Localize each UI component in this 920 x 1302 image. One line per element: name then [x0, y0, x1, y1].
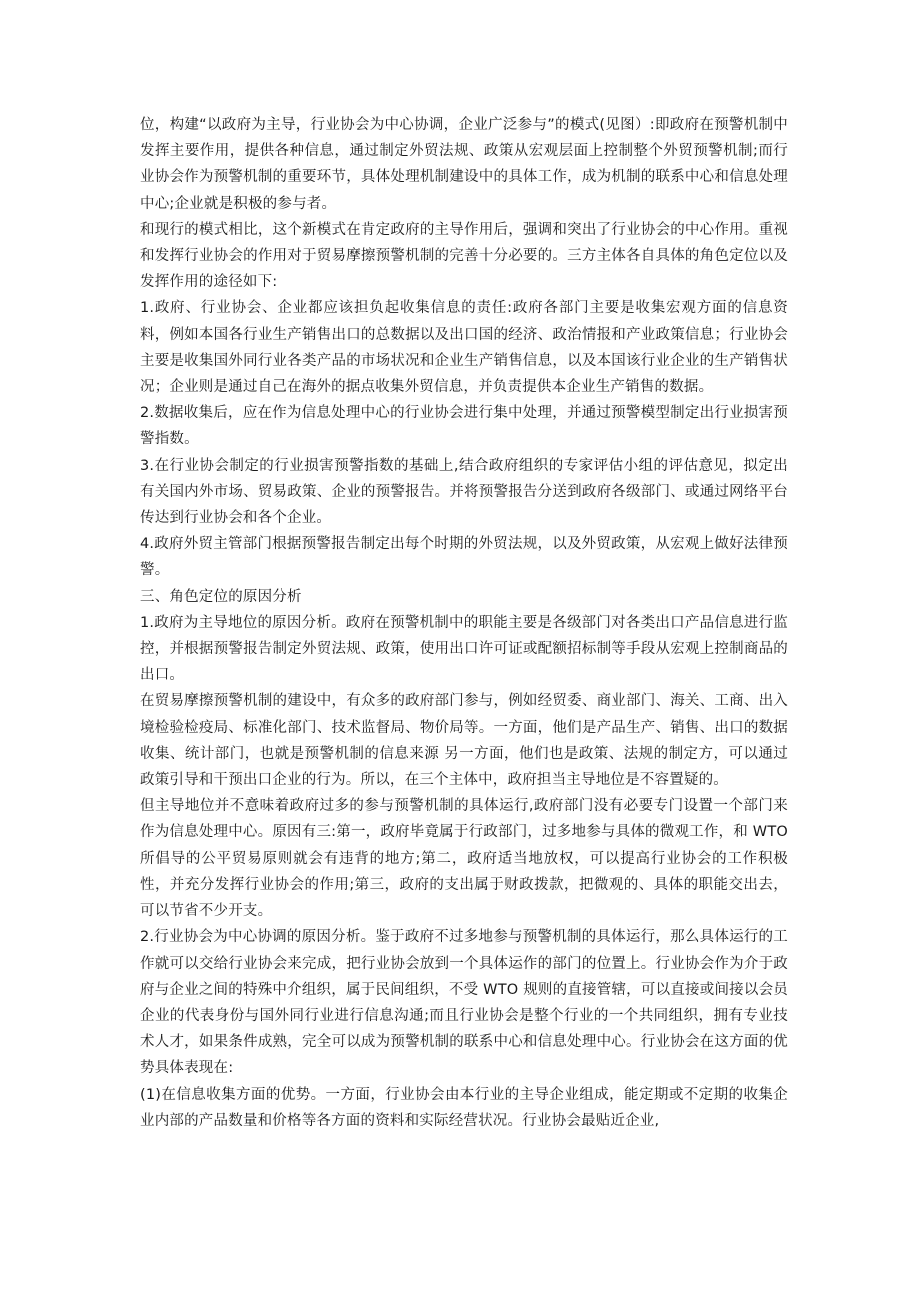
paragraph-government-departments: 在贸易摩擦预警机制的建设中，有众多的政府部门参与，例如经贸委、商业部门、海关、工商、出入境检验检疫局、标准化部门、技术监督局、物价局等。一方面，他们是产品生产、销售、出口的数据收集、统计部门，也就是预警机制的信息来源 另一方面，他们也是政策、法规的制定方，可以通过政策引导和干预出口企业的行为。所以，在三个主体中，政府担当主导地位是不容置疑的。: [140, 693, 788, 789]
section-heading: 三、角色定位的原因分析: [140, 588, 302, 605]
paragraph-government-limits: 但主导地位并不意味着政府过多的参与预警机制的具体运行,政府部门没有必要专门设置一个部门来作为信息处理中心。原因有三:第一，政府毕竟属于行政部门，过多地参与具体的微观工作，和 WTO 所倡导的公平贸易原则就会有违背的地方;第二，政府适当地放权，可以提高行业协会的工作积极性，并充分发挥行业协会的作用;第三，政府的支出属于财政拨款，把微观的、具体的职能交出去，可以节省不少开支。: [140, 798, 788, 920]
paragraph-model-comparison: 和现行的模式相比，这个新模式在肯定政府的主导作用后，强调和突出了行业协会的中心作用。重视和发挥行业协会的作用对于贸易摩擦预警机制的完善十分必要的。三方主体各自具体的角色定位以及发挥作用的途径如下:: [140, 221, 788, 291]
paragraph-association-advantage: (1)在信息收集方面的优势。一方面，行业协会由本行业的主导企业组成，能定期或不定期的收集企业内部的产品数量和价格等各方面的资料和实际经营状况。行业协会最贴近企业,: [140, 1086, 788, 1129]
paragraph-point-3: 3.在行业协会制定的行业损害预警指数的基础上,结合政府组织的专家评估小组的评估意见，拟定出有关国内外市场、贸易政策、企业的预警报告。并将预警报告分送到政府各级部门、或通过网络平台传达到行业协会和各个企业。: [140, 457, 788, 527]
paragraph-point-4: 4.政府外贸主管部门根据预警报告制定出每个时期的外贸法规，以及外贸政策，从宏观上做好法律预警。: [140, 536, 788, 579]
document-body: [140, 112, 788, 1134]
paragraph-government-role: 1.政府为主导地位的原因分析。政府在预警机制中的职能主要是各级部门对各类出口产品信息进行监控，并根据预警报告制定外贸法规、政策，使用出口许可证或配额招标制等手段从宏观上控制商品的出口。: [140, 614, 788, 684]
paragraph-point-1: 1.政府、行业协会、企业都应该担负起收集信息的责任:政府各部门主要是收集宏观方面的信息资料，例如本国各行业生产销售出口的总数据以及出口国的经济、政治情报和产业政策信息；行业协会主要是收集国外同行业各类产品的市场状况和企业生产销售信息，以及本国该行业企业的生产销售状况；企业则是通过自己在海外的据点收集外贸信息，并负责提供本企业生产销售的数据。: [140, 300, 788, 396]
paragraph-association-role: 2.行业协会为中心协调的原因分析。鉴于政府不过多地参与预警机制的具体运行，那么具体运行的工作就可以交给行业协会来完成，把行业协会放到一个具体运作的部门的位置上。行业协会作为介于政府与企业之间的特殊中介组织，属于民间组织，不受 WTO 规则的直接管辖，可以直接或间接以会员企业的代表身份与国外同行业进行信息沟通;而且行业协会是整个行业的一个共同组织，拥有专业技术人才，如果条件成熟，完全可以成为预警机制的联系中心和信息处理中心。行业协会在这方面的优势具体表现在:: [140, 929, 788, 1077]
paragraph-point-2: 2.数据收集后，应在作为信息处理中心的行业协会进行集中处理，并通过预警模型制定出行业损害预警指数。: [140, 405, 788, 448]
paragraph-model-intro: 位，构建“以政府为主导，行业协会为中心协调，企业广泛参与”的模式(见图）:即政府在预警机制中发挥主要作用，提供各种信息，通过制定外贸法规、政策从宏观层面上控制整个外贸预警机制;而行业协会作为预警机制的重要环节，具体处理机制建设中的具体工作，成为机制的联系中心和信息处理中心;企业就是积极的参与者。: [140, 117, 788, 212]
